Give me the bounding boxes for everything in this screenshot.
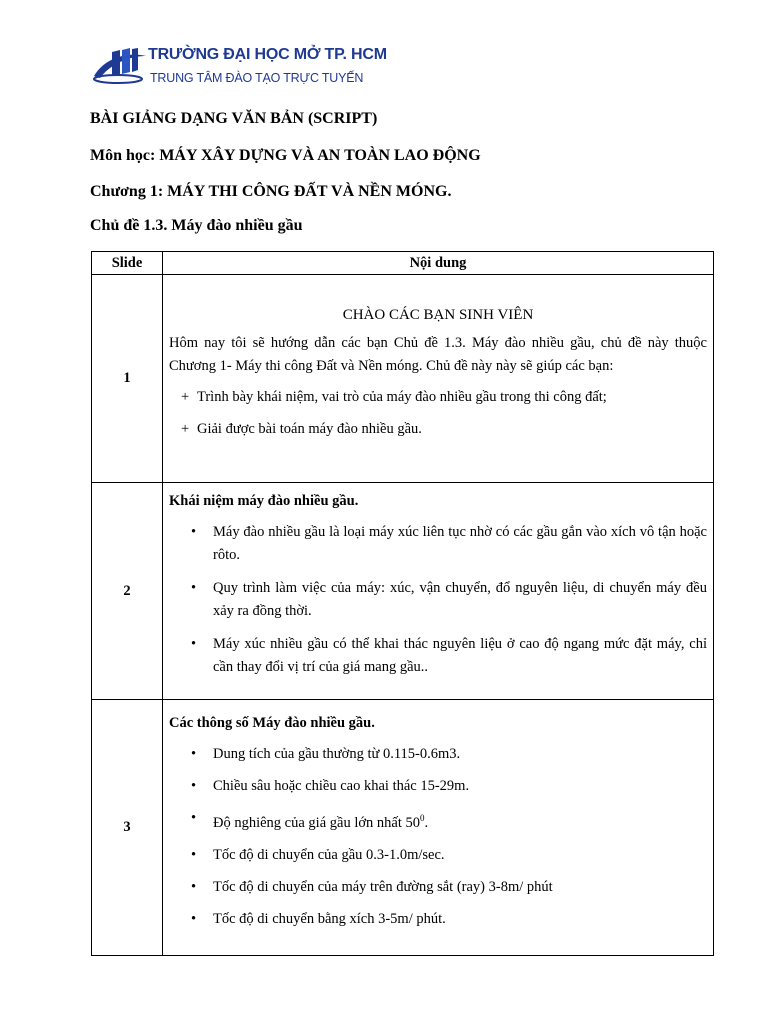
- list-item: • Chiều sâu hoặc chiều cao khai thác 15-29m.: [169, 775, 707, 798]
- lecture-table: [91, 251, 714, 956]
- table-row: [92, 275, 714, 483]
- section-title: Khái niệm máy đào nhiều gầu.: [169, 493, 359, 509]
- topic-name: Chủ đề 1.3. Máy đào nhiều gầu: [90, 217, 303, 234]
- table-row: [92, 483, 714, 700]
- list-item: • Máy đào nhiều gầu là loại máy xúc liên tục nhờ có các gầu gắn vào xích vô tận hoặc rôto.: [169, 521, 707, 567]
- list-item: • Quy trình làm việc của máy: xúc, vận chuyển, đổ nguyên liệu, di chuyển máy đều xảy ra đồng thời.: [169, 577, 707, 623]
- slide-number: 3: [92, 700, 163, 956]
- table-row: [92, 700, 714, 956]
- logo-title: TRƯỜNG ĐẠI HỌC MỞ TP. HCM: [148, 46, 387, 63]
- list-item: • Tốc độ di chuyển bằng xích 3-5m/ phút.: [169, 908, 707, 931]
- table-header-row: [92, 252, 714, 275]
- bullet-icon: •: [191, 636, 197, 652]
- course-name: Môn học: MÁY XÂY DỰNG VÀ AN TOÀN LAO ĐỘNG: [90, 147, 481, 164]
- column-header-slide: Slide: [92, 252, 163, 275]
- slide-content: [163, 275, 714, 483]
- bullet-icon: •: [191, 810, 197, 827]
- list-item: • Máy xúc nhiều gầu có thể khai thác nguyên liệu ở cao độ ngang mức đặt máy, chỉ cần thay đổi vị trí của giá mang gầu..: [169, 633, 707, 679]
- university-logo: [90, 40, 387, 96]
- logo-subtitle: TRUNG TÂM ĐÀO TẠO TRỰC TUYẾN: [150, 71, 364, 85]
- list-item: • Tốc độ di chuyển của máy trên đường sắt (ray) 3-8m/ phút: [169, 876, 707, 899]
- degree-superscript: 0: [420, 813, 425, 824]
- column-header-content: Nội dung: [163, 252, 714, 275]
- slide-number: 1: [92, 275, 163, 483]
- plus-bullet-icon: +: [181, 389, 190, 405]
- plus-bullet-icon: +: [181, 421, 190, 437]
- bullet-icon: •: [191, 910, 197, 927]
- list-item: + Trình bày khái niệm, vai trò của máy đào nhiều gầu trong thi công đất;: [169, 386, 707, 408]
- bullet-icon: •: [191, 846, 197, 863]
- slide-content: [163, 700, 714, 956]
- logo-emblem-icon: [90, 46, 148, 86]
- bullet-icon: •: [191, 746, 197, 763]
- slide-content: [163, 483, 714, 700]
- slide-number: 2: [92, 483, 163, 700]
- greeting-text: CHÀO CÁC BẠN SINH VIÊN: [342, 307, 534, 323]
- bullet-icon: •: [191, 524, 197, 540]
- section-title: Các thông số Máy đào nhiều gầu.: [169, 715, 375, 732]
- list-item: • Tốc độ di chuyển của gầu 0.3-1.0m/sec.: [169, 844, 707, 867]
- chapter-name: Chương 1: MÁY THI CÔNG ĐẤT VÀ NỀN MÓNG.: [90, 183, 452, 200]
- intro-paragraph: Hôm nay tôi sẽ hướng dẫn các bạn Chủ đề 1.3. Máy đào nhiều gầu, chủ đề này thuộc Chương 1- Máy thi công Đất và Nền móng. Chủ đề này này sẽ giúp các bạn:: [169, 335, 707, 374]
- list-item: + Giải được bài toán máy đào nhiều gầu.: [169, 418, 707, 440]
- bullet-icon: •: [191, 778, 197, 795]
- bullet-icon: •: [191, 878, 197, 895]
- list-item: • Dung tích của gầu thường từ 0.115-0.6m3.: [169, 743, 707, 766]
- bullet-icon: •: [191, 580, 197, 596]
- list-item: • Độ nghiêng của giá gầu lớn nhất $50^0$.: [169, 807, 707, 835]
- document-title: BÀI GIẢNG DẠNG VĂN BẢN (SCRIPT): [90, 110, 378, 127]
